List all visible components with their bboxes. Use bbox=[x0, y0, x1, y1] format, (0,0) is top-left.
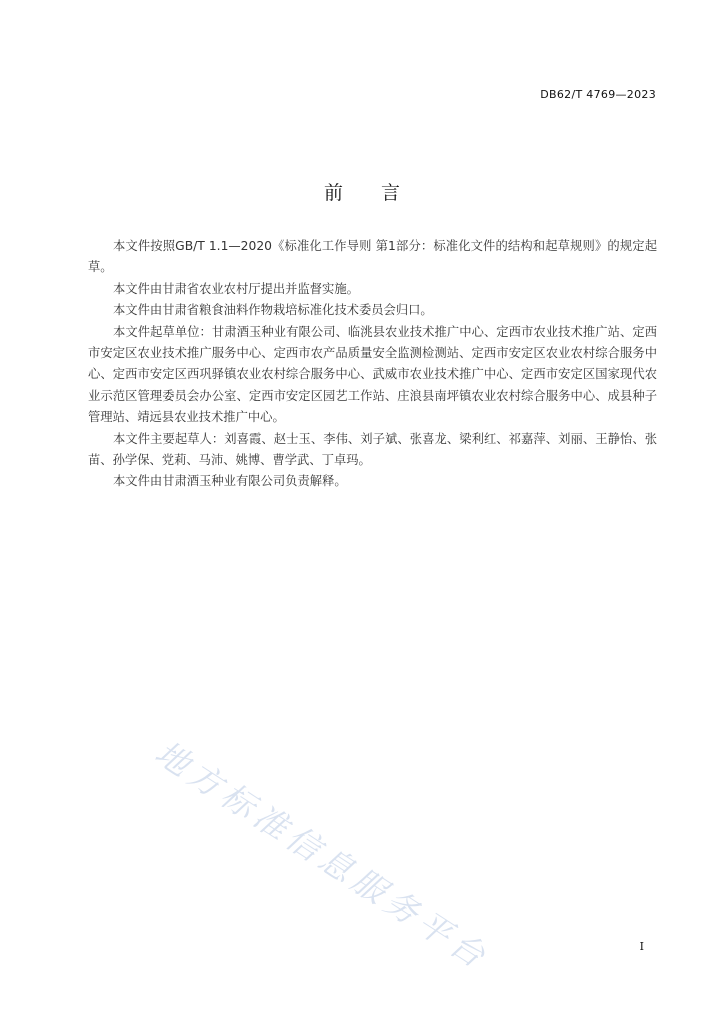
document-code: DB62/T 4769—2023 bbox=[540, 88, 656, 101]
page-number: I bbox=[639, 940, 644, 953]
paragraph-drafting-units: 本文件起草单位：甘肃酒玉种业有限公司、临洮县农业技术推广中心、定西市农业技术推广站、定西市安定区农业技术推广服务中心、定西市农产品质量安全监测检测站、定西市安定区农业农村综合服务中心、定西市安定区西巩驿镇农业农村综合服务中心、武威市农业技术推广中心、定西市安定区国家现代农业示范区管理委员会办公室、定西市安定区园艺工作站、庄浪县南坪镇农业农村综合服务中心、成县种子管理站、靖远县农业技术推广中心。 bbox=[88, 324, 657, 425]
paragraph-interpretation: 本文件由甘肃酒玉种业有限公司负责解释。 bbox=[113, 474, 347, 489]
page-title: 前言 bbox=[323, 182, 438, 204]
paragraph-committee: 本文件由甘肃省粮食油料作物栽培标准化技术委员会归口。 bbox=[113, 303, 433, 318]
watermark: 地方标准信息服务平台 bbox=[148, 732, 497, 978]
paragraph-proposer: 本文件由甘肃省农业农村厅提出并监督实施。 bbox=[113, 281, 359, 296]
paragraph-drafting-basis: 本文件按照GB/T 1.1—2020《标准化工作导则 第1部分：标准化文件的结构和起草规则》的规定起草。 bbox=[88, 239, 657, 275]
foreword-body bbox=[88, 236, 657, 493]
paragraph-drafters: 本文件主要起草人：刘喜霞、赵士玉、李伟、刘子斌、张喜龙、梁利红、祁嘉萍、刘丽、王静怡、张苗、孙学保、党莉、马沛、姚博、曹学武、丁卓玛。 bbox=[88, 431, 657, 468]
